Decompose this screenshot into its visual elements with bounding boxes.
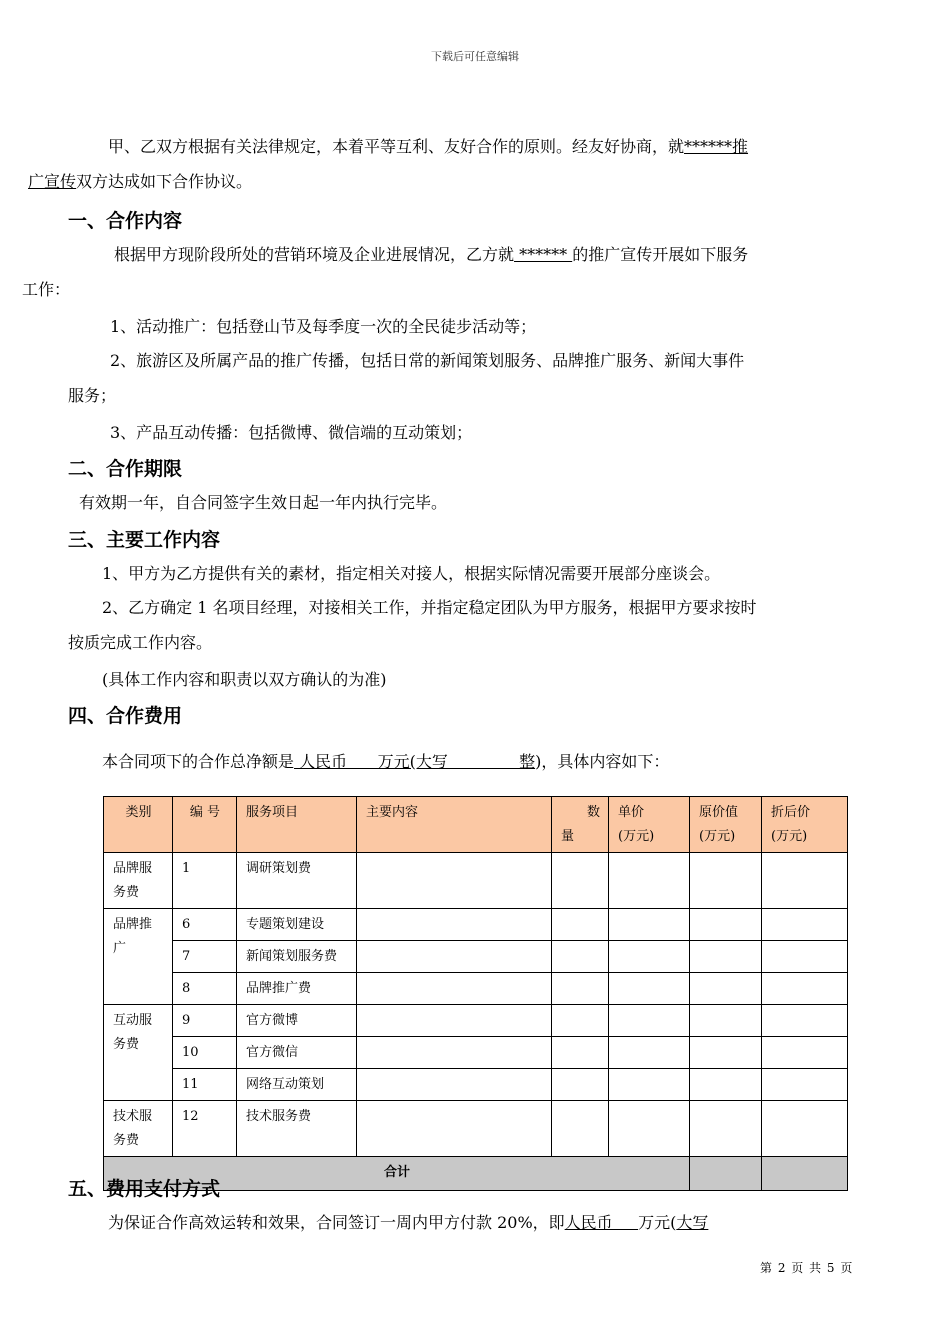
section1-para-text: 根据甲方现阶段所处的营销环境及企业进展情况，乙方就: [114, 245, 515, 264]
section1-para-line2: 工作：: [22, 280, 71, 299]
quantity-cell: [552, 853, 609, 909]
section5-amount-blank: 人民币: [564, 1213, 639, 1232]
header-discount-price: [762, 797, 848, 853]
unit-price-cell: [609, 941, 690, 973]
header-discount-price-a: 折后价: [771, 805, 811, 820]
page-header: 下载后可任意编辑: [431, 50, 519, 63]
quantity-cell: [552, 909, 609, 941]
header-service: 服务项目: [237, 797, 357, 853]
section1-item1: 1、活动推广：包括登山节及每季度一次的全民徒步活动等；: [110, 317, 537, 336]
category-label: 务费: [113, 1133, 140, 1148]
service-cell: 技术服务费: [237, 1101, 357, 1157]
header-quantity: [552, 797, 609, 853]
category-cell: [104, 909, 173, 1005]
category-label: 品牌服: [113, 861, 153, 876]
discount-price-cell: [762, 909, 848, 941]
category-label: 技术服: [113, 1109, 153, 1124]
quantity-cell: [552, 1069, 609, 1101]
header-quantity-b: 量: [561, 829, 575, 844]
number-cell: 9: [173, 1005, 237, 1037]
number-cell: 1: [173, 853, 237, 909]
discount-price-cell: [762, 1101, 848, 1157]
table-row: [104, 1005, 848, 1037]
table-row: [104, 973, 848, 1005]
table-row: [104, 1037, 848, 1069]
content-cell: [357, 973, 552, 1005]
category-label: 互动服: [113, 1013, 153, 1028]
original-price-cell: [690, 909, 762, 941]
header-unit-price: [609, 797, 690, 853]
unit-price-cell: [609, 973, 690, 1005]
discount-price-cell: [762, 853, 848, 909]
category-label: 务费: [113, 1037, 140, 1052]
content-cell: [357, 1037, 552, 1069]
section4-text: [68, 744, 883, 779]
section2-title: 二、合作期限: [68, 458, 183, 480]
category-label: 广: [113, 941, 127, 956]
unit-price-cell: [609, 853, 690, 909]
quantity-cell: [552, 1037, 609, 1069]
original-price-cell: [690, 1005, 762, 1037]
unit-price-cell: [609, 1037, 690, 1069]
section1-item2: [68, 343, 883, 413]
original-price-cell: [690, 973, 762, 1005]
discount-price-cell: [762, 941, 848, 973]
quantity-cell: [552, 973, 609, 1005]
header-original-price: [690, 797, 762, 853]
section5-capital-blank: 大写: [676, 1213, 709, 1232]
intro-project-name: ******推: [684, 137, 749, 156]
header-original-price-a: 原价值: [699, 805, 739, 820]
section5-text-mid: 万元(: [638, 1213, 677, 1232]
unit-price-cell: [609, 1005, 690, 1037]
total-discount-price-cell: [762, 1157, 848, 1191]
service-cell: 品牌推广费: [237, 973, 357, 1005]
discount-price-cell: [762, 1069, 848, 1101]
category-cell: [104, 1005, 173, 1101]
section5-text-pre: 为保证合作高效运转和效果，合同签订一周内甲方付款 20%，即: [108, 1213, 565, 1232]
section3-item2-line1: 2、乙方确定 1 名项目经理，对接相关工作，并指定稳定团队为甲方服务，根据甲方要求按时: [102, 598, 757, 617]
original-price-cell: [690, 1101, 762, 1157]
section3-item1: 1、甲方为乙方提供有关的素材，指定相关对接人，根据实际情况需要开展部分座谈会。: [102, 564, 721, 583]
section5-text: [68, 1205, 883, 1240]
fee-table: [103, 796, 848, 1191]
section3-title: 三、主要工作内容: [68, 529, 221, 551]
total-original-price-cell: [690, 1157, 762, 1191]
section4-text-pre: 本合同项下的合作总净额是: [102, 752, 295, 771]
table-row: [104, 909, 848, 941]
service-cell: 新闻策划服务费: [237, 941, 357, 973]
service-cell: 网络互动策划: [237, 1069, 357, 1101]
quantity-cell: [552, 1101, 609, 1157]
section1-title: 一、合作内容: [68, 210, 183, 232]
service-cell: 调研策划费: [237, 853, 357, 909]
table-row: [104, 853, 848, 909]
original-price-cell: [690, 941, 762, 973]
quantity-cell: [552, 941, 609, 973]
intro-paragraph: [28, 129, 883, 199]
number-cell: 12: [173, 1101, 237, 1157]
discount-price-cell: [762, 973, 848, 1005]
original-price-cell: [690, 1037, 762, 1069]
discount-price-cell: [762, 1037, 848, 1069]
section1-item2-line1: 2、旅游区及所属产品的推广传播，包括日常的新闻策划服务、品牌推广服务、新闻大事件: [110, 351, 745, 370]
section4-amount-blank: 人民币 万元(大写 整: [294, 752, 536, 771]
section1-item3: 3、产品互动传播：包括微博、微信端的互动策划；: [110, 423, 473, 442]
unit-price-cell: [609, 1101, 690, 1157]
section3-item2: [68, 590, 883, 660]
header-original-price-b: (万元): [699, 829, 736, 844]
content-cell: [357, 1101, 552, 1157]
number-cell: 8: [173, 973, 237, 1005]
header-content: 主要内容: [357, 797, 552, 853]
table-header-row: [104, 797, 848, 853]
content-cell: [357, 909, 552, 941]
section3-item2-line2: 按质完成工作内容。: [68, 633, 213, 652]
number-cell: 10: [173, 1037, 237, 1069]
service-cell: 官方微博: [237, 1005, 357, 1037]
number-cell: 11: [173, 1069, 237, 1101]
category-cell: [104, 853, 173, 909]
content-cell: [357, 1005, 552, 1037]
unit-price-cell: [609, 1069, 690, 1101]
original-price-cell: [690, 853, 762, 909]
header-category: 类别: [104, 797, 173, 853]
category-cell: [104, 1101, 173, 1157]
section1-para-text-end: 的推广宣传开展如下服务: [572, 245, 749, 264]
service-cell: 官方微信: [237, 1037, 357, 1069]
header-unit-price-a: 单价: [618, 805, 645, 820]
section5-title: 五、费用支付方式: [68, 1178, 221, 1200]
content-cell: [357, 853, 552, 909]
header-unit-price-b: (万元): [618, 829, 655, 844]
original-price-cell: [690, 1069, 762, 1101]
section1-item2-line2: 服务；: [68, 386, 117, 405]
header-discount-price-b: (万元): [771, 829, 808, 844]
section1-project-blank: ******: [514, 245, 573, 264]
number-cell: 6: [173, 909, 237, 941]
category-label: 务费: [113, 885, 140, 900]
page-footer: 第 2 页 共 5 页: [760, 1261, 854, 1275]
intro-line2-text: 双方达成如下合作协议。: [76, 172, 253, 191]
content-cell: [357, 1069, 552, 1101]
intro-project-name-cont: 广宣传: [28, 172, 77, 191]
total-label: 合计: [104, 1157, 690, 1191]
category-label: 品牌推: [113, 917, 153, 932]
content-cell: [357, 941, 552, 973]
header-number: 编 号: [173, 797, 237, 853]
number-cell: 7: [173, 941, 237, 973]
discount-price-cell: [762, 1005, 848, 1037]
section2-text: 有效期一年，自合同签字生效日起一年内执行完毕。: [79, 493, 448, 512]
section3-note: (具体工作内容和职责以双方确认的为准): [102, 670, 387, 689]
header-quantity-a: 数: [586, 805, 600, 820]
section4-text-post: )，具体内容如下：: [535, 752, 670, 771]
service-cell: 专题策划建设: [237, 909, 357, 941]
unit-price-cell: [609, 909, 690, 941]
table-row: [104, 941, 848, 973]
table-row: [104, 1069, 848, 1101]
section1-paragraph: [22, 237, 883, 307]
section4-title: 四、合作费用: [68, 705, 183, 727]
intro-line1-text: 甲、乙双方根据有关法律规定，本着平等互利、友好合作的原则。经友好协商，就: [108, 137, 685, 156]
table-row: [104, 1101, 848, 1157]
quantity-cell: [552, 1005, 609, 1037]
